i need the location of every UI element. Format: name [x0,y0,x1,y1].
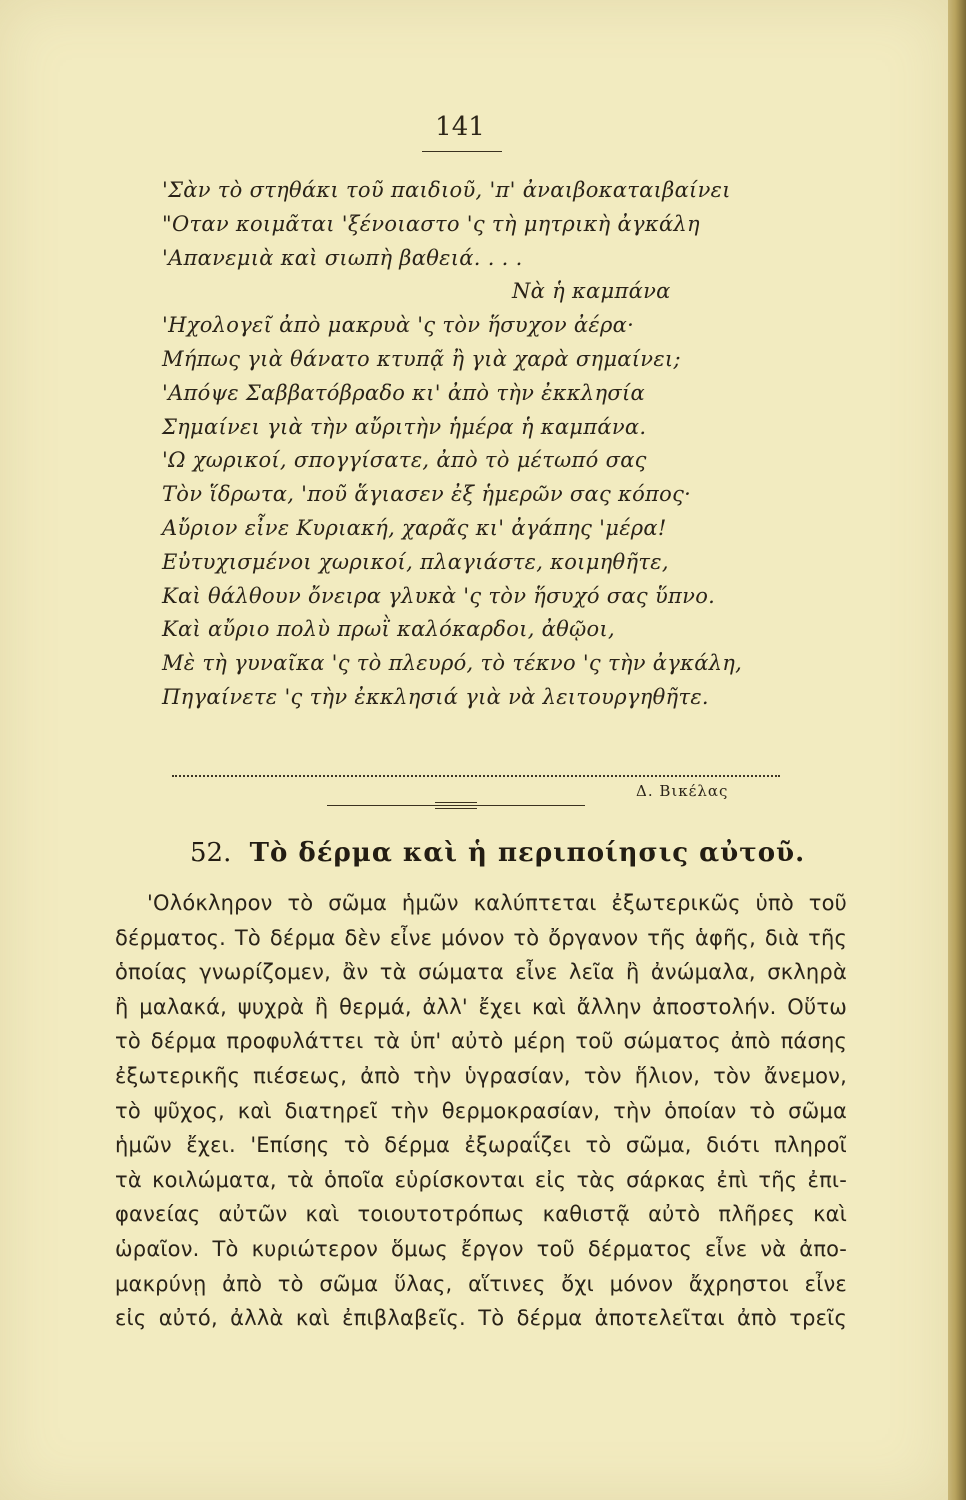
body-line: εἰς αὐτό, ἀλλὰ καὶ ἐπιβλαβεῖς. Τὸ δέρμα ἀποτελεῖται ἀπὸ τρεῖς [115,1306,847,1331]
poem-line: Νὰ ἡ καμπάνα [512,279,671,304]
poem-line: Καὶ αὔριο πολὺ πρωῒ καλόκαρδοι, ἀθῷοι, [162,617,615,642]
poem-line: "Οταν κοιμᾶται 'ξένοιαστο 'ς τὴ μητρικὴ ἀγκάλη [162,211,700,236]
body-line: τὸ δέρμα προφυλάττει τὰ ὑπ' αὐτὸ μέρη τοῦ σώματος ἀπὸ πάσης [115,1029,847,1054]
poem-line: Τὸν ἵδρωτα, 'ποῦ ἅγιασεν ἐξ ἡμερῶν σας κόπος· [162,482,692,507]
poem-line: 'Ω χωρικοί, σπογγίσατε, ἀπὸ τὸ μέτωπό σας [162,448,647,473]
body-line: ἐξωτερικῆς πιέσεως, ἀπὸ τὴν ὑγρασίαν, τὸν ἥλιον, τὸν ἄνεμον, [115,1063,847,1088]
section-heading [190,838,805,868]
body-line: τὸ ψῦχος, καὶ διατηρεῖ τὴν θερμοκρασίαν, τὴν ὁποίαν τὸ σῶμα [115,1098,847,1123]
poem-line: Πηγαίνετε 'ς τὴν ἐκκλησιά γιὰ νὰ λειτουργηθῆτε. [162,684,709,709]
poem-line: 'Ηχολογεῖ ἀπὸ μακρυὰ 'ς τὸν ἥσυχον ἀέρα· [162,313,635,338]
body-line: 'Ολόκληρον τὸ σῶμα ἡμῶν καλύπτεται ἐξωτερικῶς ὑπὸ τοῦ [147,891,847,915]
body-line: ὁποίας γνωρίζομεν, ἂν τὰ σώματα εἶνε λεῖα ἢ ἀνώμαλα, σκληρὰ [115,960,847,985]
body-line: ἢ μαλακά, ψυχρὰ ἢ θερμά, ἀλλ' ἔχει καὶ ἄλλην ἀποστολήν. Οὕτω [115,994,847,1019]
poem-line: Μήπως γιὰ θάνατο κτυπᾷ ἢ γιὰ χαρὰ σημαίνει; [162,346,681,371]
section-title: Τὸ δέρμα καὶ ἡ περιποίησις αὐτοῦ. [249,838,806,868]
dotted-separator [172,775,780,777]
section-divider [327,800,585,812]
body-line: ἡμῶν ἔχει. 'Επίσης τὸ δέρμα ἐξωραΐζει τὸ σῶμα, διότι πληροῖ [115,1133,847,1158]
body-line: μακρύνῃ ἀπὸ τὸ σῶμα ὕλας, αἵτινες ὄχι μόνον ἄχρηστοι εἶνε [115,1271,847,1296]
page-edge [948,0,966,1500]
poem-line: Καὶ θάλθουν ὄνειρα γλυκὰ 'ς τὸν ἥσυχό σας ὕπνο. [162,583,716,608]
body-paragraph [115,886,847,1336]
page-number: 141 [435,112,485,142]
poem-line: Εὐτυχισμένοι χωρικοί, πλαγιάστε, κοιμηθῆτε, [162,549,669,574]
body-line: ὡραῖον. Τὸ κυριώτερον ὅμως ἔργον τοῦ δέρματος εἶνε νὰ ἀπο- [115,1236,847,1261]
poem-line: Αὔριον εἶνε Κυριακή, χαρᾶς κι' ἀγάπης 'μέρα! [162,515,667,540]
poem-line: Μὲ τὴ γυναῖκα 'ς τὸ πλευρό, τὸ τέκνο 'ς τὴν ἀγκάλη, [162,651,743,676]
body-line: τὰ κοιλώματα, τὰ ὁποῖα εὑρίσκονται εἰς τὰς σάρκας ἐπὶ τῆς ἐπι- [115,1167,847,1192]
poem-author: Δ. Βικέλας [636,782,729,800]
poem-line: Σημαίνει γιὰ τὴν αὔριτὴν ἡμέρα ἡ καμπάνα. [162,414,647,439]
section-number: 52. [190,838,232,868]
body-line: φανείας αὐτῶν καὶ τοιουτοτρόπως καθιστᾷ αὐτὸ πλῆρες καὶ [115,1202,847,1227]
poem-line: 'Απόψε Σαββατόβραδο κι' ἀπὸ τὴν ἐκκλησία [162,380,646,405]
body-line: δέρματος. Τὸ δέρμα δὲν εἶνε μόνον τὸ ὄργανον τῆς ἁφῆς, διὰ τῆς [115,925,847,950]
poem [162,174,802,715]
poem-line: 'Απανεμιὰ καὶ σιωπὴ βαθειά. . . . [162,245,523,270]
page-number-rule [422,151,502,152]
poem-line: 'Σὰν τὸ στηθάκι τοῦ παιδιοῦ, 'π' ἀναιβοκαταιβαίνει [162,178,731,202]
